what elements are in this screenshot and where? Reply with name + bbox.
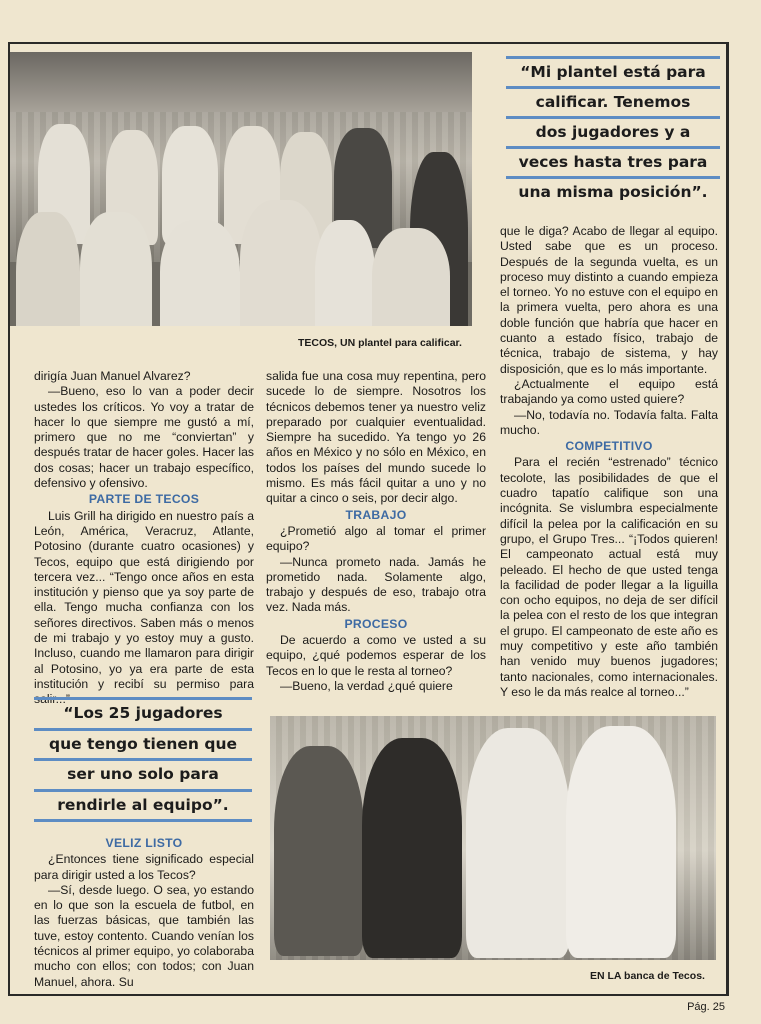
column-3 bbox=[500, 224, 718, 700]
quote-line: “Mi plantel está para bbox=[506, 56, 720, 89]
column-1-continued bbox=[34, 835, 254, 990]
quote-line: veces hasta tres para bbox=[506, 149, 720, 179]
caption-team-photo: TECOS, UN plantel para calificar. bbox=[298, 337, 462, 349]
section-heading: VELIZ LISTO bbox=[105, 836, 183, 850]
quote-line: una misma posición”. bbox=[518, 183, 708, 201]
caption-bench-photo: EN LA banca de Tecos. bbox=[590, 970, 705, 982]
paragraph: Luis Grill ha dirigido en nuestro país a León, América, Veracruz, Atlante, Potosino (durante cuatro ocasiones) y Tecos, equipo que está dirigiendo por tercera vez... “Tengo once años en esta institución y pienso que ya soy parte de ella. Tengo mucha confianza con los señores directivos. Saben más o menos de mi trabajo y yo estoy muy a gusto. Incluso, cuando me llamaron para dirigir al Potosino, yo ya era parte de esta institución y recibí su permiso para salir...” bbox=[34, 508, 254, 707]
team-photo bbox=[10, 52, 472, 326]
paragraph: salida fue una cosa muy repentina, pero sucede lo de siempre. Nosotros los técnicos debemos tener ya nuestro veliz preparado por cualquier eventualidad. Siempre ha sucedido. Ya tengo yo 26 años en México y no sólo en México, en todos los países del mundo sucede lo mismo. Es más fácil quitar a uno y no quitar a cinco o seis, por decir algo. bbox=[266, 369, 486, 506]
quote-line: calificar. Tenemos bbox=[506, 89, 720, 119]
column-2 bbox=[266, 369, 486, 694]
bench-photo bbox=[270, 716, 716, 960]
paragraph: —Bueno, la verdad ¿qué quiere bbox=[280, 678, 453, 693]
column-1 bbox=[34, 369, 254, 708]
paragraph: De acuerdo a como ve usted a su equipo, ¿qué podemos esperar de los Tecos en lo que le resta al torneo? bbox=[266, 633, 486, 678]
page-number: Pág. 25 bbox=[687, 1001, 725, 1013]
paragraph: ¿Prometió algo al tomar el primer equipo? bbox=[266, 523, 486, 554]
paragraph: —Bueno, eso lo van a poder decir ustedes los críticos. Yo voy a tratar de hacer lo que siempre me gustó a mí, primero que no me “conviertan” y después tratar de hacer goles. Hacer las dos cosas; hacer un trabajo específico, defensivo y ofensivo. bbox=[34, 384, 254, 491]
paragraph: —Sí, desde luego. O sea, yo estando en lo que son la escuela de futbol, en las fuerzas básicas, que también las tuve, estoy contento. Cuando venían los técnicos al primer equipo, yo colaboraba mucho con ellos; con todos; con Juan Manuel, ahora. Su bbox=[34, 882, 254, 989]
paragraph: —No, todavía no. Todavía falta. Falta mucho. bbox=[500, 407, 718, 437]
section-heading: PROCESO bbox=[344, 616, 408, 631]
paragraph: Para el recién “estrenado” técnico tecolote, las posibilidades de que el cuadro tapatío califique son una incógnita. Se vislumbra especialmente difícil la pelea por la calificación en su grupo, el Grupo Tres... “¡Todos quieren! El campeonato actual está muy peleado. El hecho de que usted tenga la facilidad de poder llegar a la liguilla con ocho equipos, no deja de ser difícil la pelea con el resto de los que integran el grupo. El campeonato de este año es muy competitivo y este año también han venido muy buenos jugadores; tanto nacionales, como internacionales. Y eso le da más realce al torneo...” bbox=[500, 455, 718, 699]
section-heading: TRABAJO bbox=[345, 507, 407, 522]
section-heading: PARTE DE TECOS bbox=[88, 492, 200, 507]
quote-line: dos jugadores y a bbox=[506, 119, 720, 149]
quote-line: ser uno solo para bbox=[34, 761, 252, 792]
paragraph: ¿Entonces tiene significado especial para dirigir usted a los Tecos? bbox=[34, 852, 254, 882]
section-heading: COMPETITIVO bbox=[565, 439, 653, 454]
paragraph: dirigía Juan Manuel Alvarez? bbox=[34, 369, 191, 383]
pull-quote-top bbox=[506, 56, 720, 206]
pull-quote-middle bbox=[34, 697, 252, 822]
quote-line: que tengo tienen que bbox=[34, 731, 252, 762]
quote-line: “Los 25 jugadores bbox=[34, 697, 252, 731]
quote-line: rendirle al equipo”. bbox=[34, 792, 252, 823]
paragraph: ¿Actualmente el equipo está trabajando ya como usted quiere? bbox=[500, 376, 718, 407]
paragraph: que le diga? Acabo de llegar al equipo. Usted sabe que es un proceso. Después de la segunda vuelta, es un proceso muy distinto a cuando empieza el torneo. Yo no estuve con el equipo en la primera vuelta, pero ahora es una doble función que habría que hacer en cuanto a estado físico, trabajo de técnica, trabajo de sistema, y hay disposición, que es lo más importante. bbox=[500, 224, 718, 376]
paragraph: —Nunca prometo nada. Jamás he prometido nada. Solamente algo, trabajo y después de eso, trabajo otra vez. Nada más. bbox=[266, 554, 486, 615]
